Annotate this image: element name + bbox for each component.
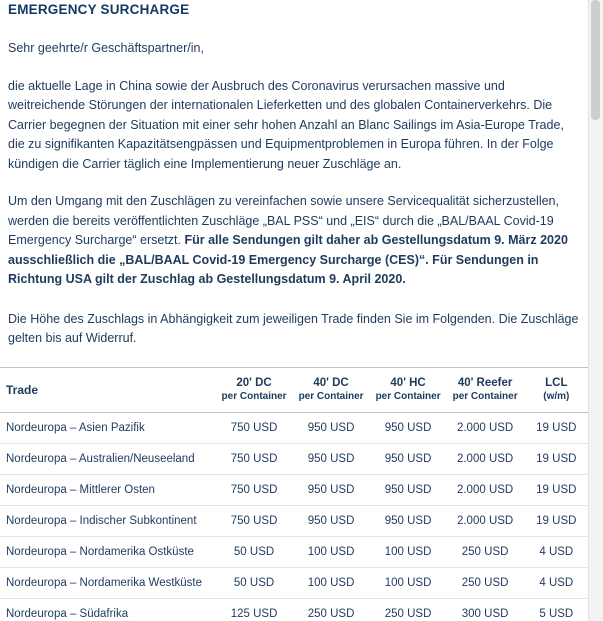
cell-40reefer: 300 USD <box>447 598 524 621</box>
table-row <box>0 505 589 536</box>
column-header-20dc-sub: per Container <box>221 390 287 402</box>
cell-40dc: 950 USD <box>293 474 370 505</box>
cell-40hc: 100 USD <box>370 567 447 598</box>
column-header-40hc <box>370 367 447 412</box>
cell-trade: Nordeuropa – Nordamerika Westküste <box>0 567 216 598</box>
table-header <box>0 367 589 412</box>
cell-trade: Nordeuropa – Asien Pazifik <box>0 412 216 443</box>
column-header-40reefer <box>447 367 524 412</box>
cell-lcl: 19 USD <box>524 443 589 474</box>
column-header-40reefer-sub: per Container <box>452 390 518 402</box>
paragraph-2-emphasis: Für alle Sendungen gilt daher ab Gestellungsdatum 9. März 2020 ausschließlich die „BAL/BAAL Covid-19 Emergency Surcharge (CES)“. Für Sendungen in Richtung USA gilt der Zuschlag ab Gestellungsdatum 9. April 2020. <box>8 233 568 286</box>
cell-40reefer: 250 USD <box>447 536 524 567</box>
cell-40dc: 950 USD <box>293 412 370 443</box>
table-row <box>0 536 589 567</box>
cell-20dc: 750 USD <box>216 505 293 536</box>
cell-20dc: 750 USD <box>216 474 293 505</box>
cell-40hc: 100 USD <box>370 536 447 567</box>
column-header-trade: Trade <box>0 367 216 412</box>
paragraph-1: die aktuelle Lage in China sowie der Ausbruch des Coronavirus verursachen massive und weitreichende Störungen der internationalen Lieferketten und des globalen Containerverkehrs. Die Carrier begegnen der Situation mit einer sehr hohen Anzahl an Blanc Sailings im Asia-Europe Trade, die zu signifikanten Kapazitätsengpässen und Equipmentproblemen in Europa führen. In der Folge kündigen die Carrier täglich eine Implementierung neuer Zuschläge an. <box>8 78 564 171</box>
column-header-40hc-label: 40' HC <box>390 376 426 389</box>
cell-20dc: 50 USD <box>216 536 293 567</box>
cell-lcl: 5 USD <box>524 598 589 621</box>
cell-40hc: 950 USD <box>370 474 447 505</box>
cell-40reefer: 2.000 USD <box>447 474 524 505</box>
column-header-lcl-sub: (w/m) <box>543 390 570 402</box>
salutation-text: Sehr geehrte/r Geschäftspartner/in, <box>8 41 204 55</box>
cell-trade: Nordeuropa – Südafrika <box>0 598 216 621</box>
cell-trade: Nordeuropa – Mittlerer Osten <box>0 474 216 505</box>
cell-lcl: 4 USD <box>524 536 589 567</box>
cell-40reefer: 2.000 USD <box>447 412 524 443</box>
cell-40hc: 950 USD <box>370 505 447 536</box>
column-header-40reefer-label: 40' Reefer <box>457 376 513 389</box>
cell-40dc: 100 USD <box>293 567 370 598</box>
cell-trade: Nordeuropa – Indischer Subkontinent <box>0 505 216 536</box>
surcharge-table <box>0 367 589 621</box>
cell-40reefer: 2.000 USD <box>447 443 524 474</box>
cell-40reefer: 2.000 USD <box>447 505 524 536</box>
column-header-40dc <box>293 367 370 412</box>
cell-lcl: 19 USD <box>524 474 589 505</box>
paragraph-2-intro: Um den Umgang mit den Zuschlägen zu vereinfachen sowie unsere Servicequalität sicherzustellen, werden die bereits veröffentlichten Zuschläge „BAL PSS“ und „EIS“ durch die „BAL/BAAL Covid-19 Emergency Surcharge“ ersetzt. <box>8 194 559 247</box>
cell-40dc: 950 USD <box>293 505 370 536</box>
column-header-40dc-sub: per Container <box>298 390 364 402</box>
scrollbar-thumb[interactable] <box>591 0 600 120</box>
cell-lcl: 19 USD <box>524 412 589 443</box>
table-row <box>0 443 589 474</box>
cell-trade: Nordeuropa – Nordamerika Ostküste <box>0 536 216 567</box>
paragraph-2 <box>0 192 589 290</box>
cell-40dc: 250 USD <box>293 598 370 621</box>
paragraph-3: Die Höhe des Zuschlags in Abhängigkeit zum jeweiligen Trade finden Sie im Folgenden. Die Zuschläge gelten bis auf Widerruf. <box>8 311 579 345</box>
cell-40dc: 950 USD <box>293 443 370 474</box>
page-title <box>0 0 589 19</box>
column-header-20dc <box>216 367 293 412</box>
table-row <box>0 474 589 505</box>
table-row <box>0 567 589 598</box>
cell-trade: Nordeuropa – Australien/Neuseeland <box>0 443 216 474</box>
cell-20dc: 50 USD <box>216 567 293 598</box>
cell-40reefer: 250 USD <box>447 567 524 598</box>
vertical-scrollbar[interactable] <box>588 0 603 621</box>
cell-40dc: 100 USD <box>293 536 370 567</box>
column-header-lcl-label: LCL <box>545 376 568 389</box>
column-header-40dc-label: 40' DC <box>313 376 349 389</box>
table-header-row <box>0 367 589 412</box>
cell-lcl: 19 USD <box>524 505 589 536</box>
cell-40hc: 250 USD <box>370 598 447 621</box>
page-title-line-2: EMERGENCY SURCHARGE <box>8 2 190 17</box>
cell-20dc: 125 USD <box>216 598 293 621</box>
cell-20dc: 750 USD <box>216 412 293 443</box>
column-header-40hc-sub: per Container <box>375 390 441 402</box>
column-header-20dc-label: 20' DC <box>236 376 272 389</box>
cell-40hc: 950 USD <box>370 443 447 474</box>
table-row <box>0 598 589 621</box>
cell-lcl: 4 USD <box>524 567 589 598</box>
cell-20dc: 750 USD <box>216 443 293 474</box>
column-header-lcl <box>524 367 589 412</box>
table-row <box>0 412 589 443</box>
table-body <box>0 412 589 621</box>
cell-40hc: 950 USD <box>370 412 447 443</box>
